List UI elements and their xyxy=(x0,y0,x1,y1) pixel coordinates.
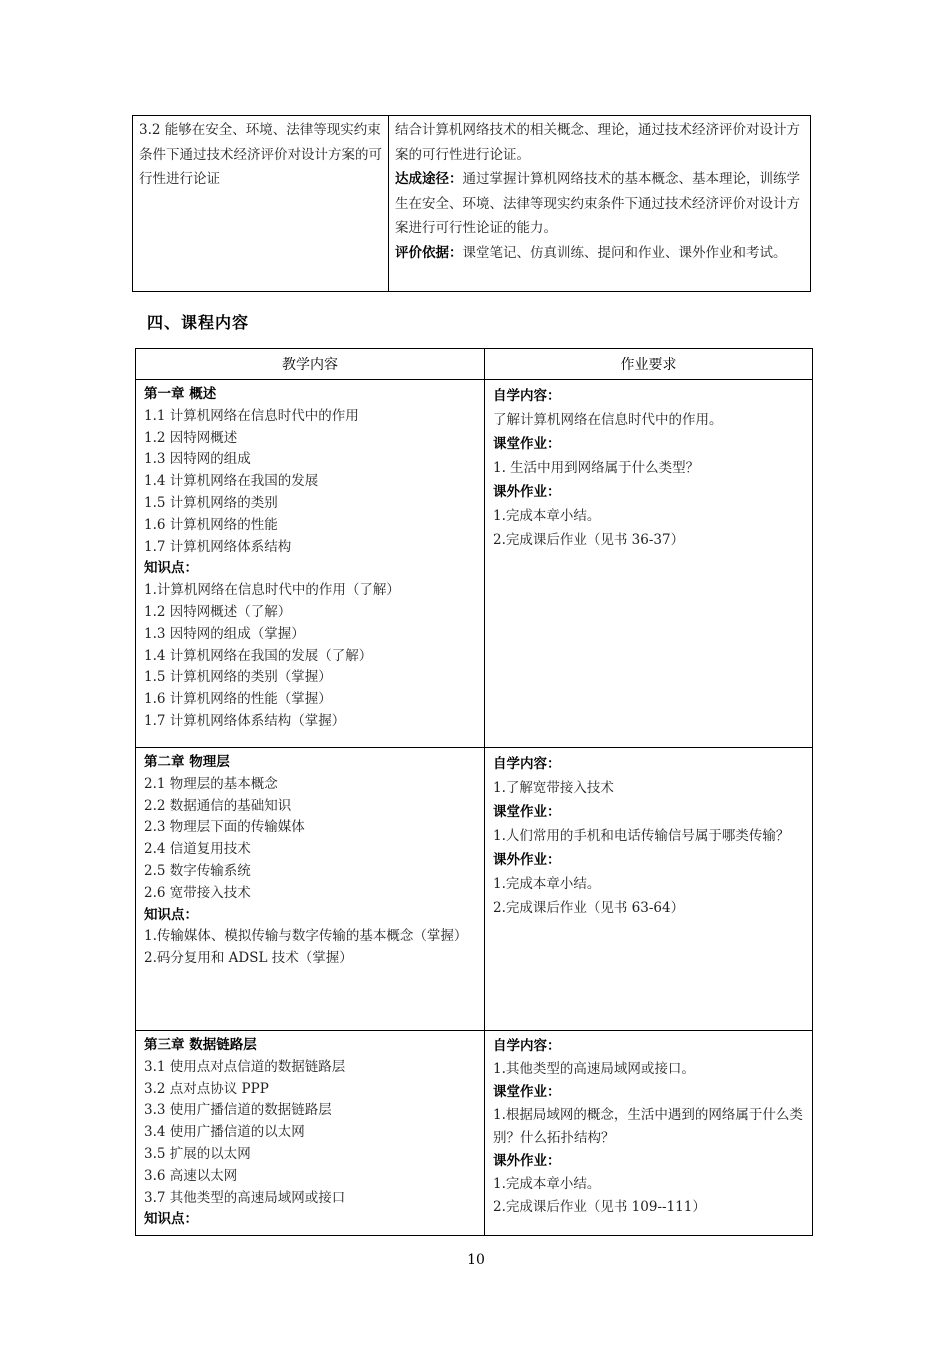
path-label: 达成途径： xyxy=(395,171,463,187)
knowledge-item: 2.码分复用和 ADSL 技术（掌握） xyxy=(144,950,353,967)
page-number: 10 xyxy=(467,1252,485,1268)
objective-table xyxy=(132,115,811,292)
outside-work-item: 1.完成本章小结。 xyxy=(493,1176,601,1192)
outside-work-item: 2.完成课后作业（见书 109--111） xyxy=(493,1199,706,1215)
knowledge-item: 1.4 计算机网络在我国的发展（了解） xyxy=(144,647,373,664)
section-heading: 四、课程内容 xyxy=(147,313,250,332)
course-content-table xyxy=(135,348,813,1236)
chapter-3-row xyxy=(136,1031,813,1236)
list-item: 3.7 其他类型的高速局域网或接口 xyxy=(144,1189,346,1206)
list-item: 1.3 因特网的组成 xyxy=(144,451,251,468)
knowledge-item: 1.2 因特网概述（了解） xyxy=(144,603,292,620)
list-item: 2.6 宽带接入技术 xyxy=(144,884,251,901)
method-desc: 结合计算机网络技术的相关概念、理论，通过技术经济评价对设计方案的可行性进行论证。 xyxy=(395,122,800,163)
list-item: 1.5 计算机网络的类别 xyxy=(144,494,278,511)
chapter-1-content xyxy=(136,380,485,748)
self-study-text: 1.了解宽带接入技术 xyxy=(493,780,614,796)
outside-work-item: 2.完成课后作业（见书 63-64） xyxy=(493,900,685,916)
class-work-text: 1.根据局域网的概念，生活中遇到的网络属于什么类别？什么拓扑结构？ xyxy=(493,1107,803,1146)
knowledge-item: 1.3 因特网的组成（掌握） xyxy=(144,625,305,642)
list-item: 3.6 高速以太网 xyxy=(144,1167,238,1184)
knowledge-item: 1.6 计算机网络的性能（掌握） xyxy=(144,691,332,708)
header-homework: 作业要求 xyxy=(485,349,813,380)
knowledge-label: 知识点： xyxy=(144,906,198,923)
chapter-1-homework xyxy=(485,380,813,748)
path-text: 通过掌握计算机网络技术的基本概念、基本理论，训练学生在安全、环境、法律等现实约束条件下通过技术经济评价对设计方案进行可行性论证的能力。 xyxy=(395,171,800,236)
self-study-label: 自学内容： xyxy=(493,1038,561,1054)
knowledge-item: 1.7 计算机网络体系结构（掌握） xyxy=(144,712,346,729)
list-item: 1.7 计算机网络体系结构 xyxy=(144,538,292,555)
class-work-text: 1. 生活中用到网络属于什么类型？ xyxy=(493,460,700,476)
chapter-3-homework xyxy=(485,1031,813,1236)
list-item: 3.1 使用点对点信道的数据链路层 xyxy=(144,1058,346,1075)
chapter-title: 第一章 概述 xyxy=(144,386,217,402)
self-study-text: 了解计算机网络在信息时代中的作用。 xyxy=(493,412,723,428)
basis-label: 评价依据： xyxy=(395,244,463,261)
self-study-label: 自学内容： xyxy=(493,756,561,772)
list-item: 2.4 信道复用技术 xyxy=(144,841,251,858)
list-item: 1.1 计算机网络在信息时代中的作用 xyxy=(144,407,359,424)
list-item: 2.1 物理层的基本概念 xyxy=(144,775,278,792)
list-item: 3.5 扩展的以太网 xyxy=(144,1145,251,1162)
list-item: 1.4 计算机网络在我国的发展 xyxy=(144,473,319,490)
method-basis xyxy=(395,241,804,266)
knowledge-item: 1.传输媒体、模拟传输与数字传输的基本概念（掌握） xyxy=(144,928,468,945)
class-work-label: 课堂作业： xyxy=(493,436,561,452)
method-cell xyxy=(389,116,811,292)
self-study-text: 1.其他类型的高速局域网或接口。 xyxy=(493,1061,695,1077)
outside-work-item: 1.完成本章小结。 xyxy=(493,876,601,892)
knowledge-label: 知识点： xyxy=(144,1211,198,1228)
chapter-2-row xyxy=(136,748,813,1031)
class-work-label: 课堂作业： xyxy=(493,804,561,820)
class-work-text: 1.人们常用的手机和电话传输信号属于哪类传输？ xyxy=(493,828,790,844)
outside-work-label: 课外作业： xyxy=(493,1153,561,1169)
chapter-3-content xyxy=(136,1031,485,1236)
outside-work-label: 课外作业： xyxy=(493,852,561,868)
objective-text: 3.2 能够在安全、环境、法律等现实约束条件下通过技术经济评价对设计方案的可行性进行论证 xyxy=(139,122,382,187)
header-teaching-content: 教学内容 xyxy=(136,349,485,380)
knowledge-item: 1.5 计算机网络的类别（掌握） xyxy=(144,669,332,686)
chapter-title: 第三章 数据链路层 xyxy=(144,1037,257,1053)
outside-work-item: 1.完成本章小结。 xyxy=(493,508,601,524)
class-work-label: 课堂作业： xyxy=(493,1084,561,1100)
list-item: 2.3 物理层下面的传输媒体 xyxy=(144,819,305,836)
list-item: 1.2 因特网概述 xyxy=(144,429,238,446)
list-item: 3.4 使用广播信道的以太网 xyxy=(144,1124,305,1141)
outside-work-item: 2.完成课后作业（见书 36-37） xyxy=(493,532,685,548)
method-path xyxy=(395,167,804,241)
objective-cell xyxy=(133,116,389,292)
chapter-2-content xyxy=(136,748,485,1031)
chapter-1-row xyxy=(136,380,813,748)
list-item: 3.3 使用广播信道的数据链路层 xyxy=(144,1102,332,1119)
list-item: 3.2 点对点协议 PPP xyxy=(144,1080,269,1097)
list-item: 2.5 数字传输系统 xyxy=(144,862,251,879)
knowledge-label: 知识点： xyxy=(144,560,198,577)
list-item: 1.6 计算机网络的性能 xyxy=(144,516,278,533)
outside-work-label: 课外作业： xyxy=(493,484,561,500)
chapter-title: 第二章 物理层 xyxy=(144,754,230,770)
self-study-label: 自学内容： xyxy=(493,388,561,404)
basis-text: 课堂笔记、仿真训练、提问和作业、课外作业和考试。 xyxy=(462,244,787,261)
chapter-2-homework xyxy=(485,748,813,1031)
knowledge-item: 1.计算机网络在信息时代中的作用（了解） xyxy=(144,582,400,599)
list-item: 2.2 数据通信的基础知识 xyxy=(144,797,292,814)
